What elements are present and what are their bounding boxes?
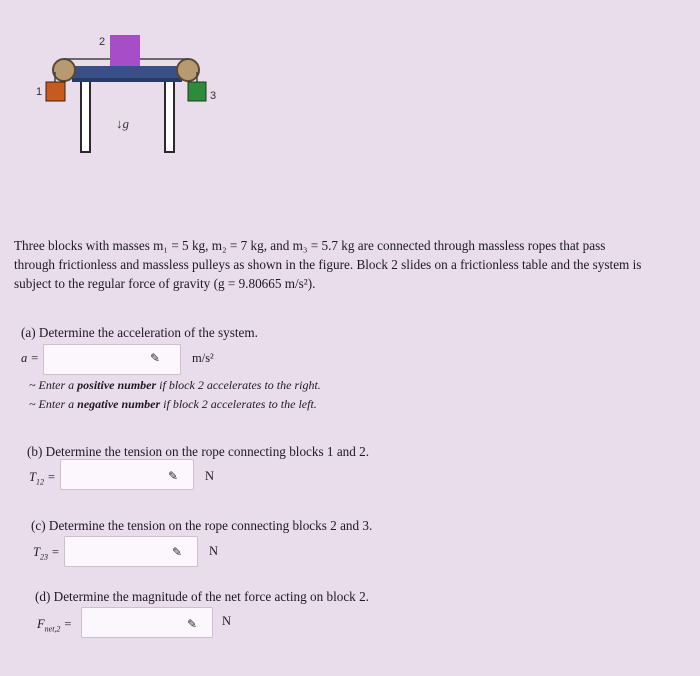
pencil-icon[interactable]: ✎ [187,617,198,631]
block-1-label: 1 [36,86,43,98]
part-b-unit: N [205,469,215,483]
statement-line-1: Three blocks with masses m₁ = 5 kg, m₂ = 7 kg, and m₃ = 5.7 kg are connected through massless ropes that pass [14,238,606,253]
table-top [60,66,192,78]
part-a-unit: m/s² [192,351,214,365]
statement-line-3: subject to the regular force of gravity (g = 9.80665 m/s²). [14,276,316,291]
pencil-icon[interactable]: ✎ [172,545,183,559]
pulley-left [53,59,75,81]
part-d-label: $F_{net,2}$ = [37,617,72,634]
acceleration-input[interactable] [43,344,181,375]
pulley-diagram [0,0,700,230]
pulley-figure [0,0,700,230]
part-a-label: a = [21,351,39,365]
part-c-title: (c) Determine the tension on the rope connecting blocks 2 and 3. [31,518,373,533]
block-3 [188,82,206,101]
pencil-icon[interactable]: ✎ [168,469,179,483]
block-2 [110,35,140,66]
part-b-title: (b) Determine the tension on the rope connecting blocks 1 and 2. [27,444,370,459]
hint-negative: ~ Enter a negative number if block 2 accelerates to the left. [29,397,317,411]
block-3-label: 3 [210,90,217,102]
table-leg-left [81,78,90,152]
hint-positive: ~ Enter a positive number if block 2 accelerates to the right. [29,378,321,392]
gravity-label: ↓g⃗ [116,116,140,131]
pulley-right [177,59,199,81]
part-c-unit: N [209,544,219,558]
part-b-label: $T_{12}$ = [29,470,56,487]
part-c-label: $T_{23}$ = [33,545,60,562]
part-a-title: (a) Determine the acceleration of the system. [21,325,258,340]
block-2-label: 2 [99,36,106,48]
statement-line-2: through frictionless and massless pulleys as shown in the figure. Block 2 slides on a frictionless table and the system is [14,257,642,272]
part-d-unit: N [222,614,232,628]
part-d-title: (d) Determine the magnitude of the net force acting on block 2. [35,589,369,604]
block-1 [46,82,65,101]
problem-statement [14,236,686,293]
pencil-icon[interactable]: ✎ [150,351,161,365]
table-leg-right [165,78,174,152]
